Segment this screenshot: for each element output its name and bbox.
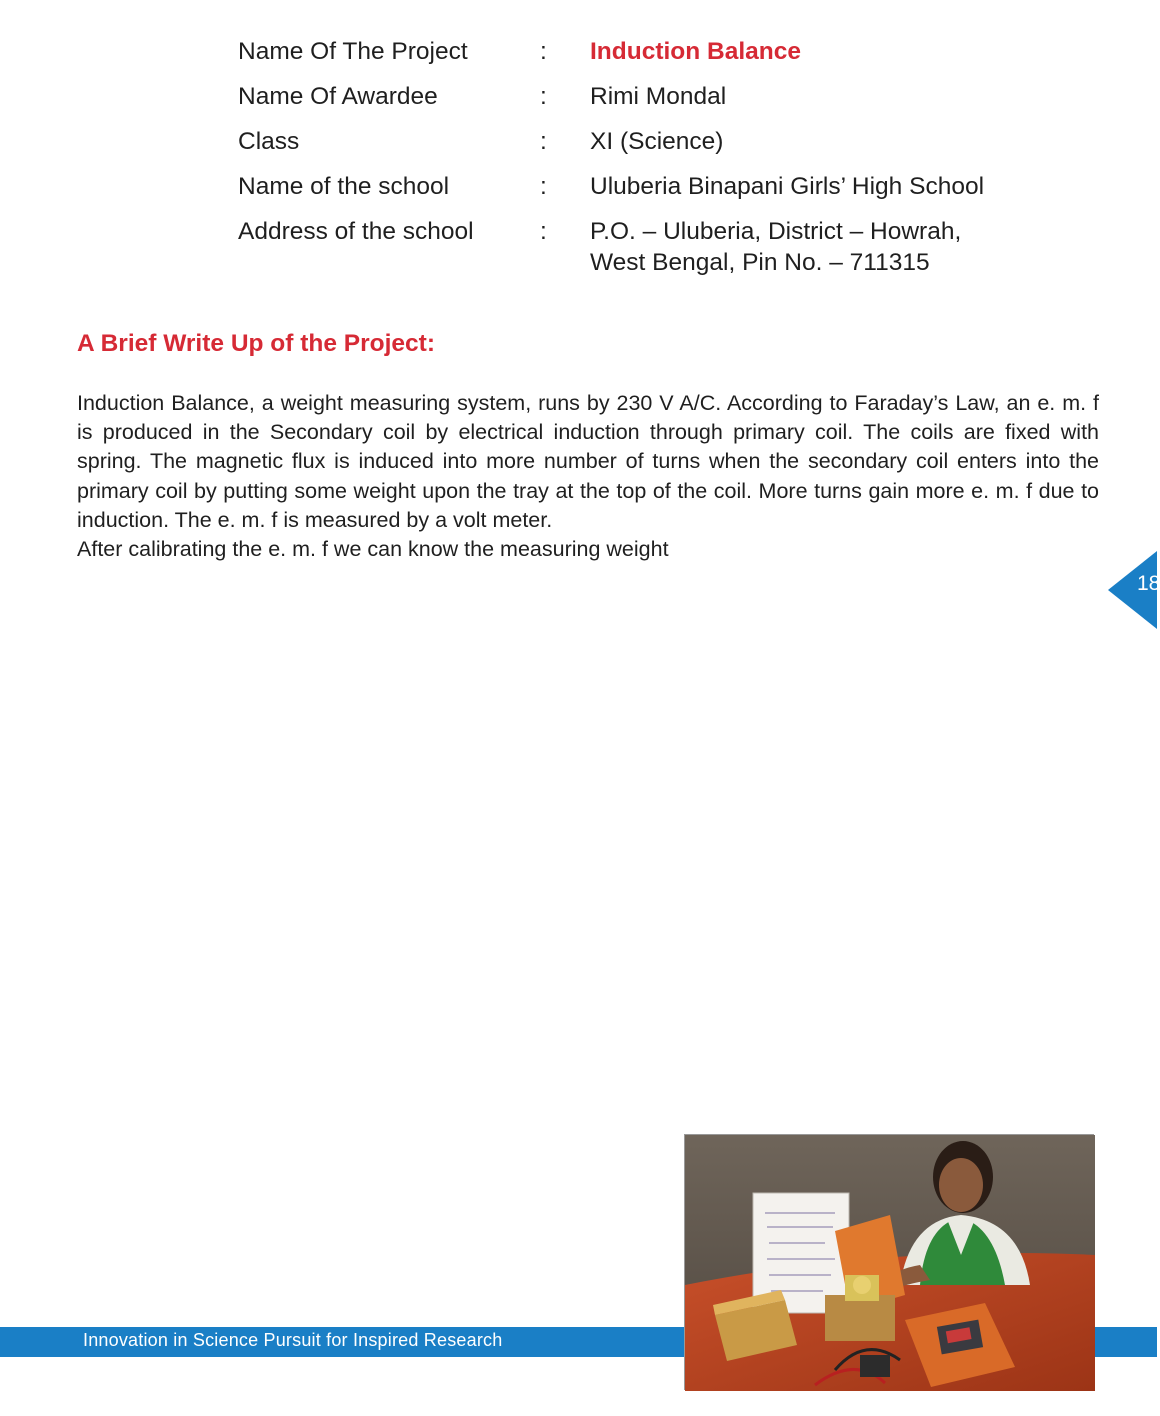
student-with-project-photo (685, 1135, 1095, 1391)
separator-colon: : (540, 173, 547, 200)
separator-colon: : (540, 38, 547, 65)
project-info-table (238, 36, 1098, 292)
school-name-label: Name of the school (238, 173, 450, 200)
awardee-label: Name Of Awardee (238, 83, 438, 110)
separator-colon: : (540, 218, 547, 245)
info-row-address (238, 216, 1098, 278)
address-line-1: P.O. – Uluberia, District – Howrah, (590, 218, 962, 245)
project-photo (684, 1134, 1094, 1390)
separator-colon: : (540, 128, 547, 155)
awardee-value: Rimi Mondal (590, 83, 727, 110)
writeup-paragraph: Induction Balance, a weight measuring system, runs by 230 V A/C. According to Faraday’s Law, an e. m. f is produced in the Secondary coil by electrical induction through primary coil. The coils are fixed with spring. The magnetic flux is induced into more number of turns when the secondary coil enters into the primary coil by putting some weight upon the tray at the top of the coil. More turns gain more e. m. f due to induction. The e. m. f is measured by a volt meter. (77, 391, 1099, 532)
project-name-value: Induction Balance (590, 38, 802, 65)
writeup-heading: A Brief Write Up of the Project: (77, 330, 436, 357)
info-row-project (238, 36, 1098, 67)
footer-text: Innovation in Science Pursuit for Inspired Research (83, 1330, 503, 1350)
school-address-value (590, 216, 1098, 278)
school-name-value: Uluberia Binapani Girls’ High School (590, 173, 985, 200)
info-row-school (238, 171, 1098, 202)
info-row-awardee (238, 81, 1098, 112)
class-label: Class (238, 128, 300, 155)
class-value: XI (Science) (590, 128, 724, 155)
writeup-last-line: After calibrating the e. m. f we can know the measuring weight (77, 537, 669, 562)
project-name-label: Name Of The Project (238, 38, 468, 65)
address-line-2: West Bengal, Pin No. – 711315 (590, 249, 930, 276)
writeup-body (77, 389, 1099, 564)
info-row-class (238, 126, 1098, 157)
separator-colon: : (540, 83, 547, 110)
page-number: 18 (1137, 572, 1160, 595)
school-address-label: Address of the school (238, 218, 474, 245)
